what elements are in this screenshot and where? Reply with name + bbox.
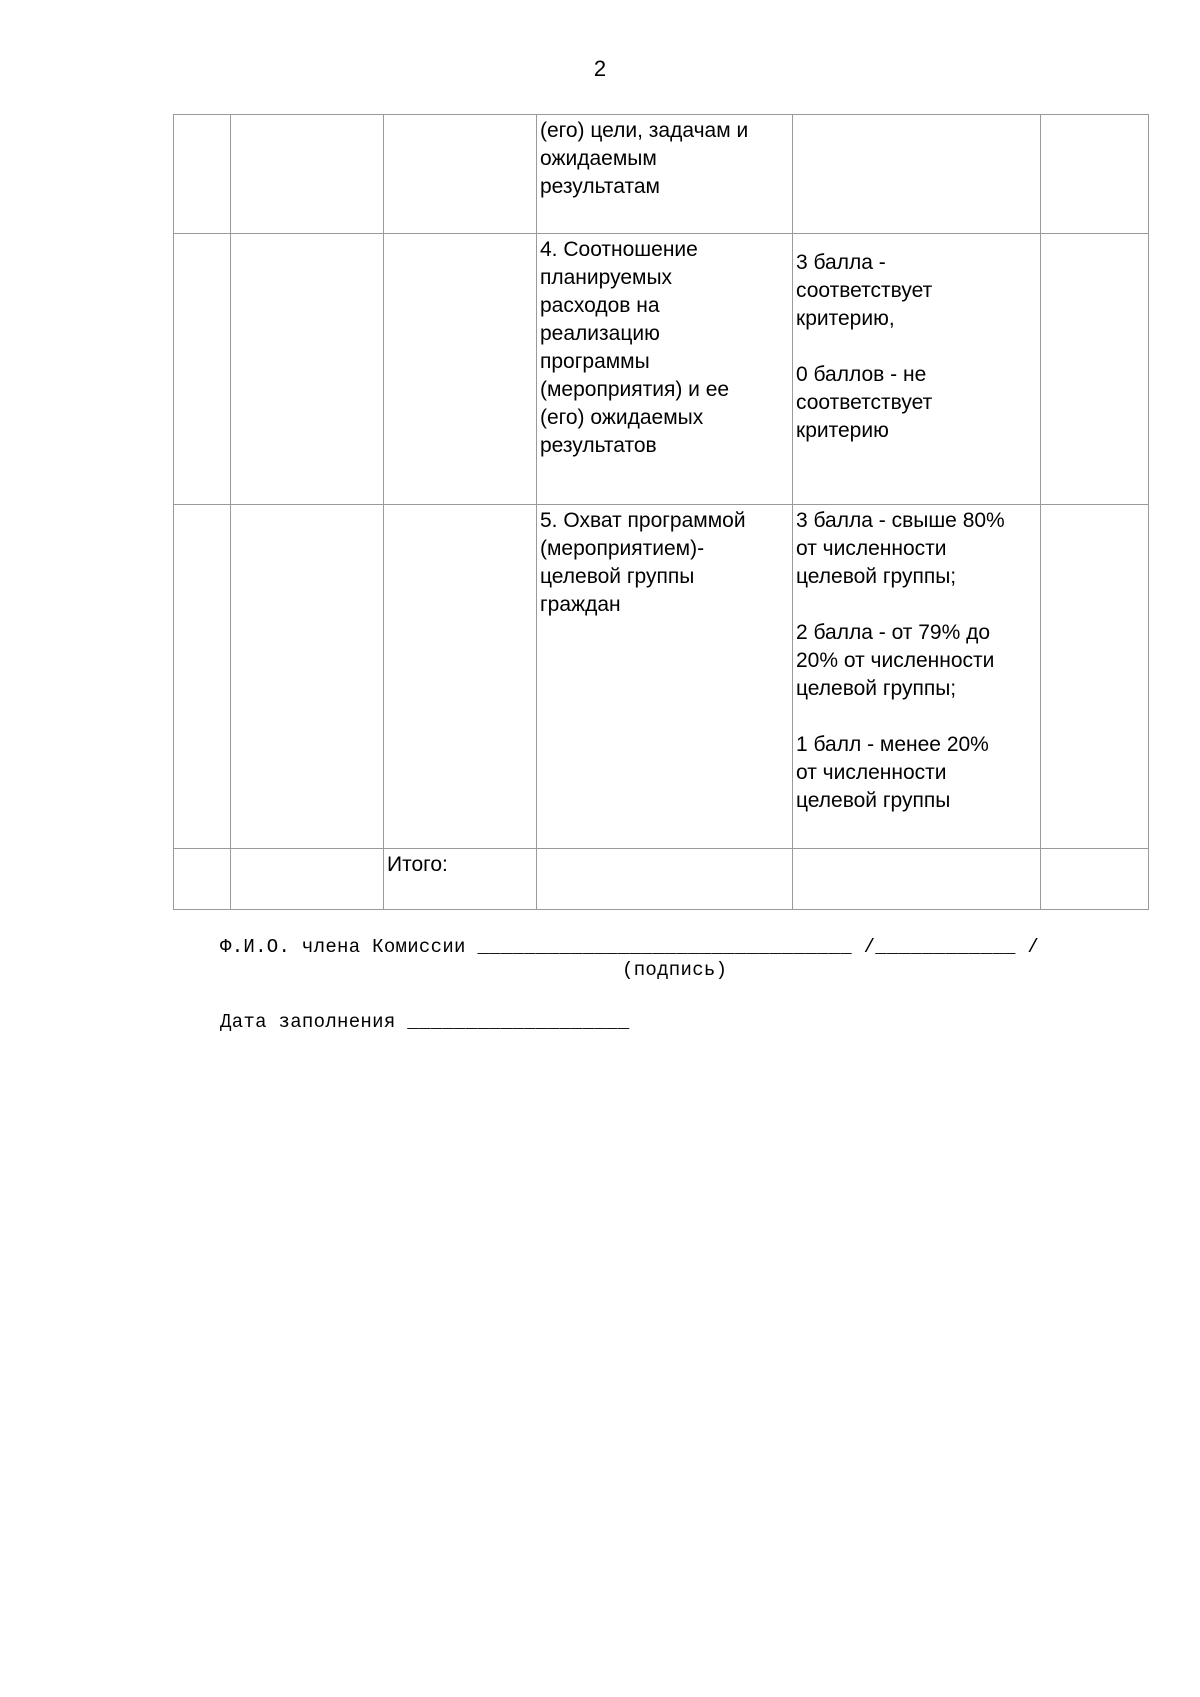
- table-cell: [231, 849, 384, 910]
- table-cell: [174, 849, 231, 910]
- criterion-cell: 5. Охват программой (мероприятием)- целевой группы граждан: [537, 505, 793, 849]
- signature-caption: (подпись): [622, 959, 728, 981]
- table-row: [174, 505, 1149, 849]
- criteria-table: [173, 114, 1149, 910]
- commission-member-signature-line: Ф.И.О. члена Комиссии ________________________________ /____________ /: [220, 936, 1040, 958]
- criterion-cell: (его) цели, задачам и ожидаемым результатам: [537, 115, 793, 234]
- table-cell: [1041, 849, 1149, 910]
- table-cell: [384, 234, 537, 505]
- table-row: [174, 849, 1149, 910]
- table-cell: [1041, 115, 1149, 234]
- criterion-cell: [537, 849, 793, 910]
- table-cell: [1041, 234, 1149, 505]
- table-cell: [384, 505, 537, 849]
- table-cell: [231, 234, 384, 505]
- table-row: [174, 115, 1149, 234]
- score-cell: 3 балла - свыше 80% от численности целевой группы; 2 балла - от 79% до 20% от численности целевой группы; 1 балл - менее 20% от численности целевой группы: [793, 505, 1041, 849]
- date-filled-line: Дата заполнения ___________________: [220, 1011, 630, 1033]
- score-cell: 3 балла - соответствует критерию, 0 баллов - не соответствует критерию: [793, 234, 1041, 505]
- table-cell: [231, 115, 384, 234]
- table-row: [174, 234, 1149, 505]
- table-cell: [384, 115, 537, 234]
- criterion-cell: 4. Соотношение планируемых расходов на реализацию программы (мероприятия) и ее (его) ожидаемых результатов: [537, 234, 793, 505]
- table-cell: [231, 505, 384, 849]
- table-cell: [174, 505, 231, 849]
- score-cell: [793, 849, 1041, 910]
- page-number: 2: [593, 56, 607, 81]
- table-cell: [174, 115, 231, 234]
- total-label: Итого:: [384, 849, 537, 910]
- table-cell: [1041, 505, 1149, 849]
- table-cell: [174, 234, 231, 505]
- score-cell: [793, 115, 1041, 234]
